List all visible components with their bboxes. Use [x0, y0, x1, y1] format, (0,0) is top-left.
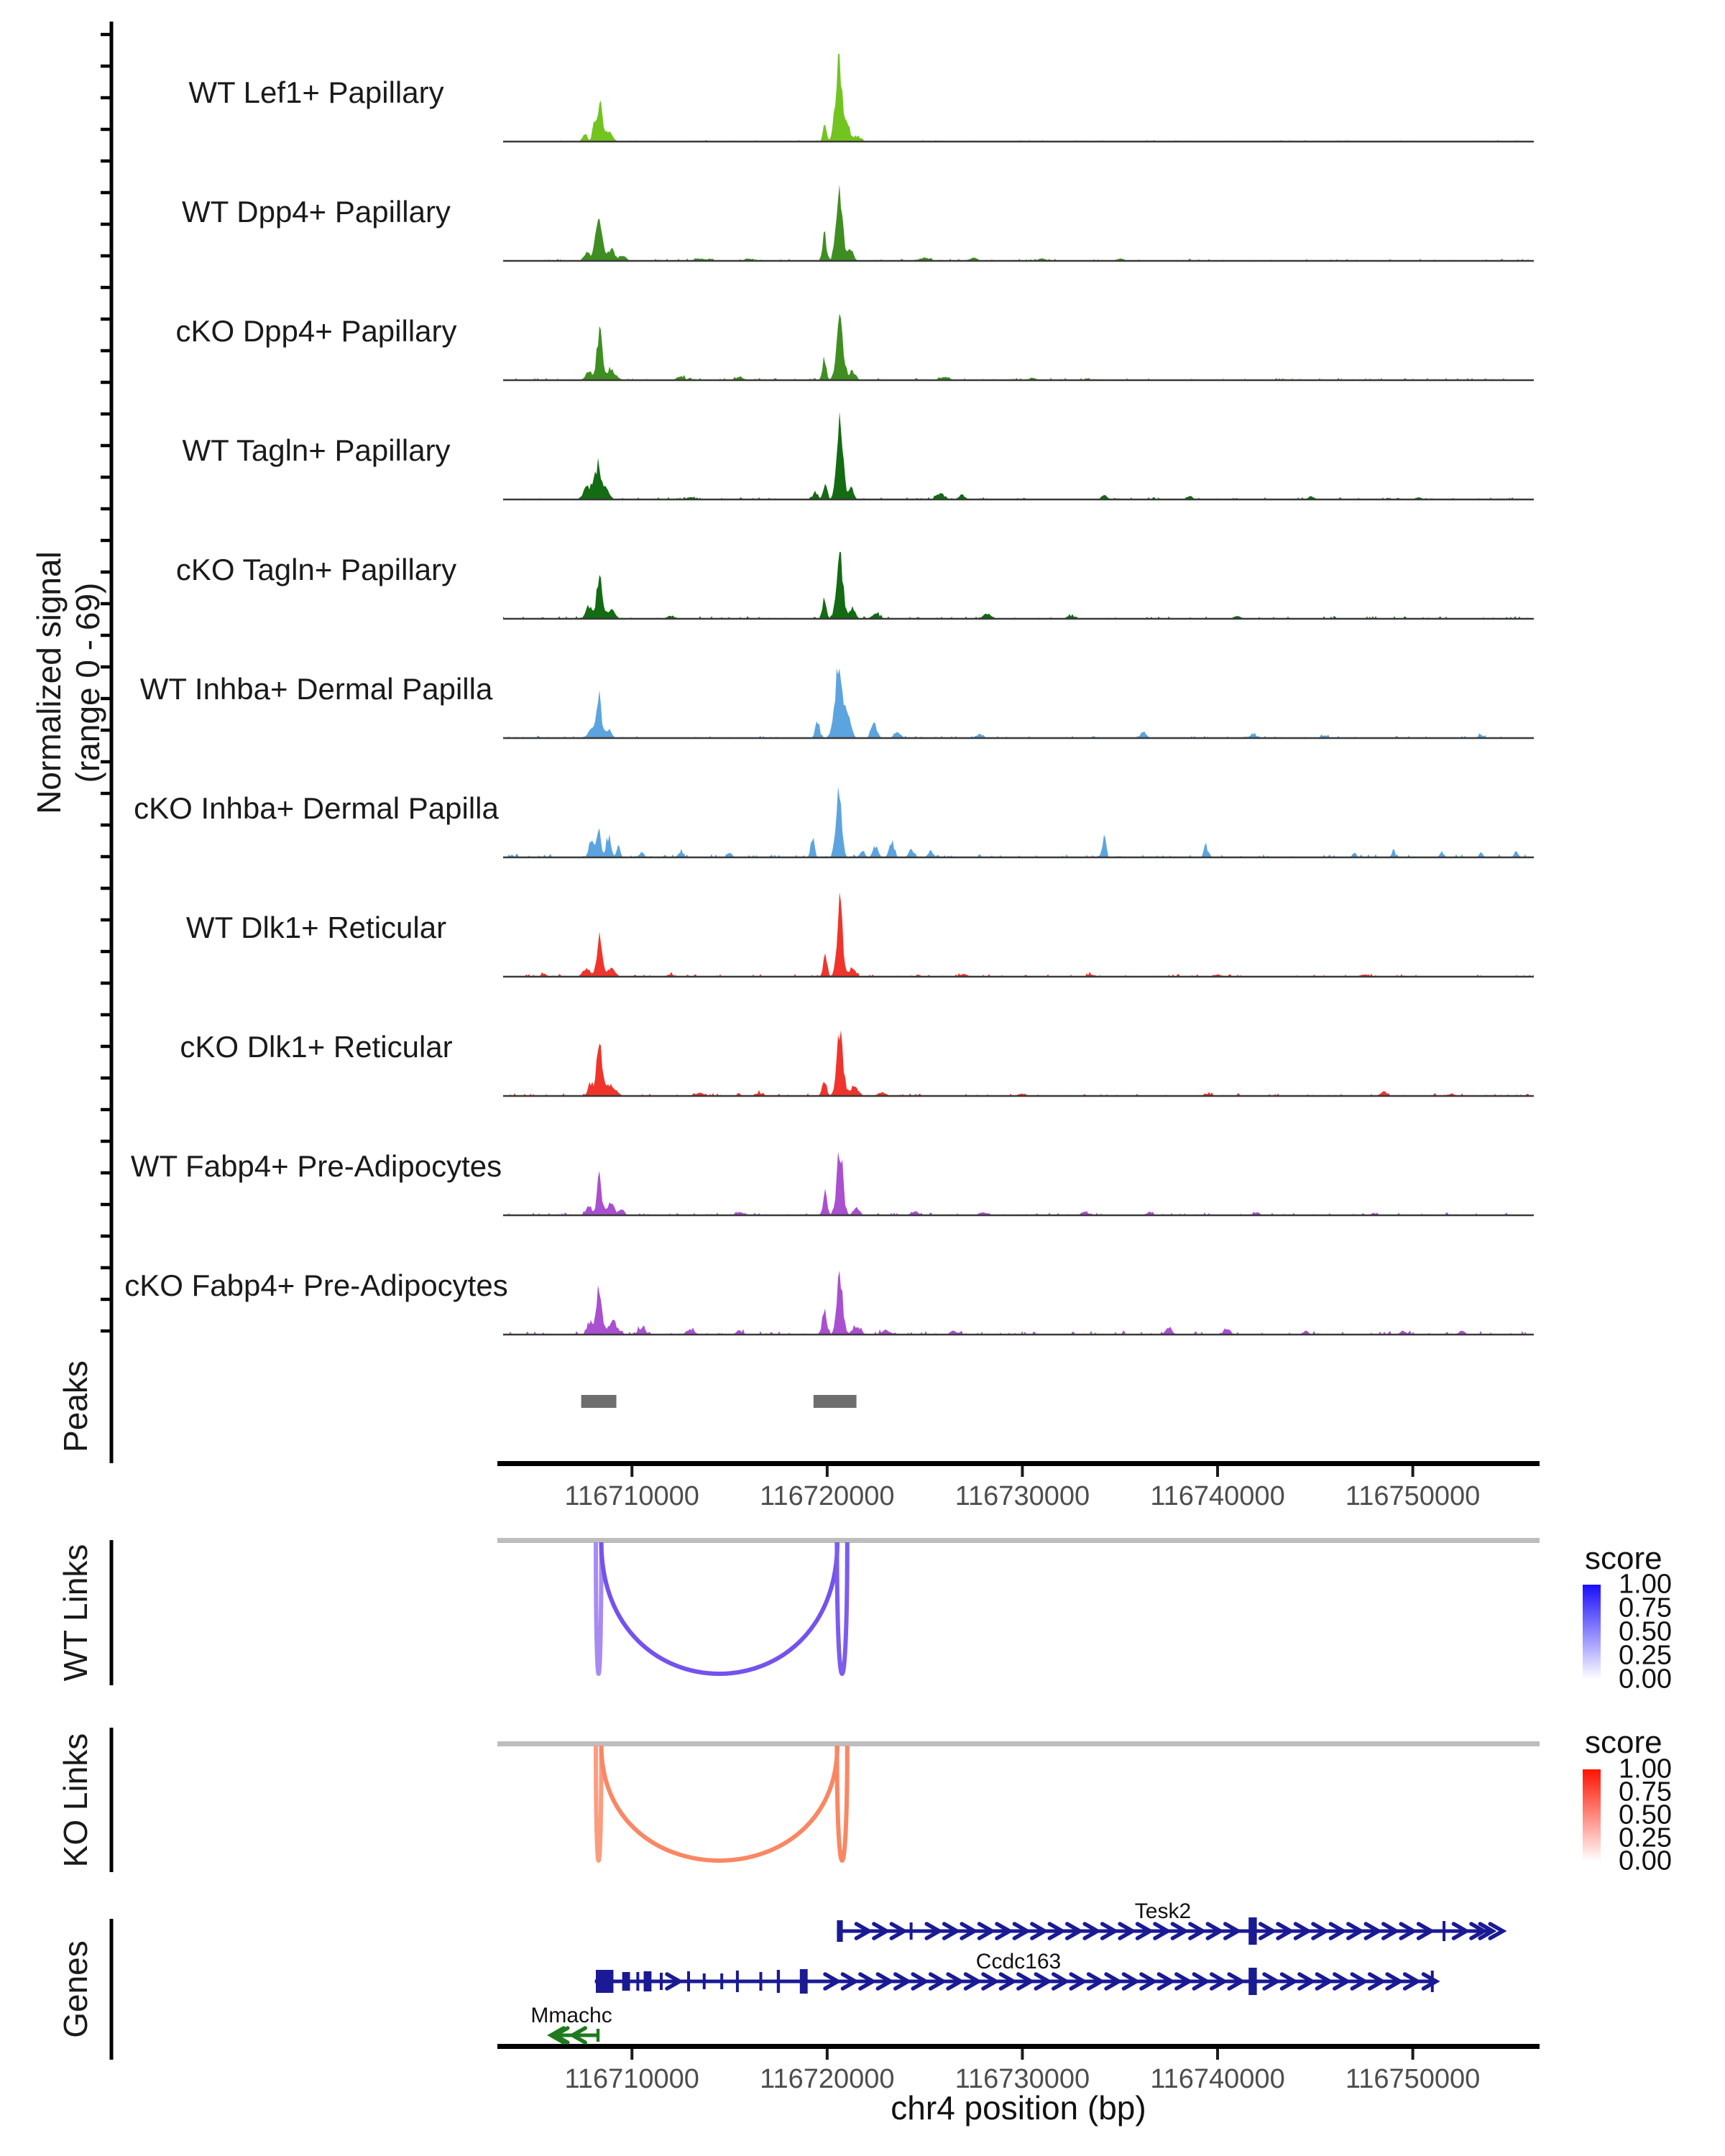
track-label-6: WT Inhba+ Dermal Papilla [139, 672, 493, 706]
track-label-11: cKO Fabp4+ Pre-Adipocytes [124, 1268, 508, 1302]
coverage-track-10 [503, 1152, 1534, 1216]
coverage-track-3 [503, 313, 1534, 380]
gene-exon-Ccdc163-3 [636, 1972, 639, 1991]
mid-axis-tick-label: 116710000 [564, 1481, 699, 1511]
called-peak-2 [814, 1395, 857, 1408]
bottom-axis-tick-label: 116710000 [564, 2064, 699, 2094]
gene-label-Mmachc: Mmachc [530, 2004, 612, 2027]
wt-score-tick-label: 0.00 [1619, 1664, 1672, 1695]
ko-score-tick-label: 0.75 [1619, 1777, 1672, 1807]
mid-axis-line [497, 1461, 1540, 1466]
track-label-1: WT Lef1+ Papillary [188, 75, 444, 109]
gene-label-Ccdc163: Ccdc163 [975, 1950, 1062, 1973]
track-label-3: cKO Dpp4+ Papillary [175, 314, 457, 348]
ko-link-arc-3 [837, 1746, 847, 1861]
gene-exon-Ccdc163-8 [720, 1973, 723, 1989]
ko-score-tick-label: 0.50 [1619, 1800, 1672, 1830]
gene-exon-Ccdc163-4 [644, 1971, 652, 1991]
mid-axis-tick-label: 116730000 [954, 1481, 1090, 1511]
wt-score-legend-title: score [1585, 1541, 1662, 1576]
gene-label-Tesk2: Tesk2 [1134, 1899, 1192, 1923]
track-label-8: WT Dlk1+ Reticular [185, 911, 447, 944]
section-label-ko-links: KO Links [57, 1733, 94, 1868]
bottom-axis-tick-label: 116720000 [760, 2064, 895, 2094]
gene-exon-Ccdc163-13 [1248, 1968, 1256, 1995]
coverage-track-7 [503, 786, 1534, 857]
ko-score-gradient-bar [1583, 1769, 1601, 1861]
gene-exon-Ccdc163-7 [703, 1973, 706, 1989]
bottom-axis-tick-label: 116740000 [1150, 2064, 1285, 2094]
gene-exon-Ccdc163-11 [777, 1970, 780, 1993]
coverage-track-2 [503, 185, 1534, 261]
called-peak-1 [581, 1395, 617, 1408]
track-label-7: cKO Inhba+ Dermal Papilla [134, 791, 499, 825]
x-axis-title: chr4 position (bp) [891, 2089, 1146, 2127]
track-label-9: cKO Dlk1+ Reticular [180, 1030, 453, 1064]
gene-exon-Ccdc163-12 [800, 1969, 808, 1994]
gene-exon-Tesk2-1 [837, 1920, 842, 1942]
section-label-genes: Genes [57, 1940, 94, 2038]
track-label-5: cKO Tagln+ Papillary [175, 553, 457, 586]
bottom-axis-tick-label: 116750000 [1345, 2064, 1481, 2094]
mid-axis-tick-label: 116720000 [760, 1481, 895, 1511]
track-label-2: WT Dpp4+ Papillary [182, 195, 451, 229]
wt-score-tick-label: 1.00 [1619, 1569, 1672, 1600]
ko-score-tick-label: 0.00 [1619, 1846, 1672, 1876]
gene-exon-Tesk2-2 [910, 1922, 913, 1940]
coverage-track-11 [503, 1271, 1534, 1335]
gene-exon-Tesk2-4 [1443, 1921, 1445, 1941]
signal-axis-title-line1: Normalized signal [30, 551, 68, 814]
gene-exon-Ccdc163-10 [760, 1972, 763, 1991]
gene-exon-Ccdc163-6 [687, 1971, 690, 1991]
gene-exon-Tesk2-3 [1248, 1917, 1256, 1945]
mid-axis-tick-label: 116740000 [1150, 1481, 1285, 1511]
ko-score-legend-title: score [1585, 1725, 1662, 1760]
bottom-axis-line [497, 2044, 1540, 2049]
ko-link-baseline [497, 1741, 1540, 1746]
section-label-peaks: Peaks [57, 1360, 94, 1452]
coverage-track-1 [503, 54, 1534, 142]
gene-exon-Mmachc-1 [597, 2029, 599, 2042]
coverage-track-8 [503, 893, 1534, 977]
gene-exon-Ccdc163-2 [622, 1972, 630, 1991]
signal-axis-title-line2: (range 0 - 69) [69, 582, 106, 783]
gene-exon-Ccdc163-1 [596, 1970, 613, 1993]
coverage-track-6 [503, 668, 1534, 738]
ko-score-tick-label: 1.00 [1619, 1754, 1672, 1784]
wt-link-arc-3 [837, 1542, 847, 1674]
track-label-10: WT Fabp4+ Pre-Adipocytes [130, 1149, 502, 1183]
coverage-track-5 [503, 552, 1534, 619]
gene-exon-Ccdc163-5 [660, 1973, 663, 1990]
ko-link-arc-2 [602, 1746, 837, 1861]
bottom-axis-tick-label: 116730000 [954, 2064, 1090, 2094]
wt-score-tick-label: 0.75 [1619, 1593, 1672, 1623]
wt-score-gradient-bar [1583, 1585, 1601, 1680]
wt-link-arc-2 [602, 1542, 837, 1674]
track-label-4: WT Tagln+ Papillary [182, 433, 451, 467]
coverage-track-4 [503, 412, 1534, 499]
wt-score-tick-label: 0.25 [1619, 1640, 1672, 1671]
wt-score-tick-label: 0.50 [1619, 1616, 1672, 1647]
gene-exon-Ccdc163-9 [736, 1971, 739, 1992]
section-label-wt-links: WT Links [57, 1544, 94, 1682]
coverage-track-9 [503, 1030, 1534, 1096]
mid-axis-tick-label: 116750000 [1345, 1481, 1481, 1511]
wt-link-baseline [497, 1538, 1540, 1543]
ko-score-tick-label: 0.25 [1619, 1823, 1672, 1853]
